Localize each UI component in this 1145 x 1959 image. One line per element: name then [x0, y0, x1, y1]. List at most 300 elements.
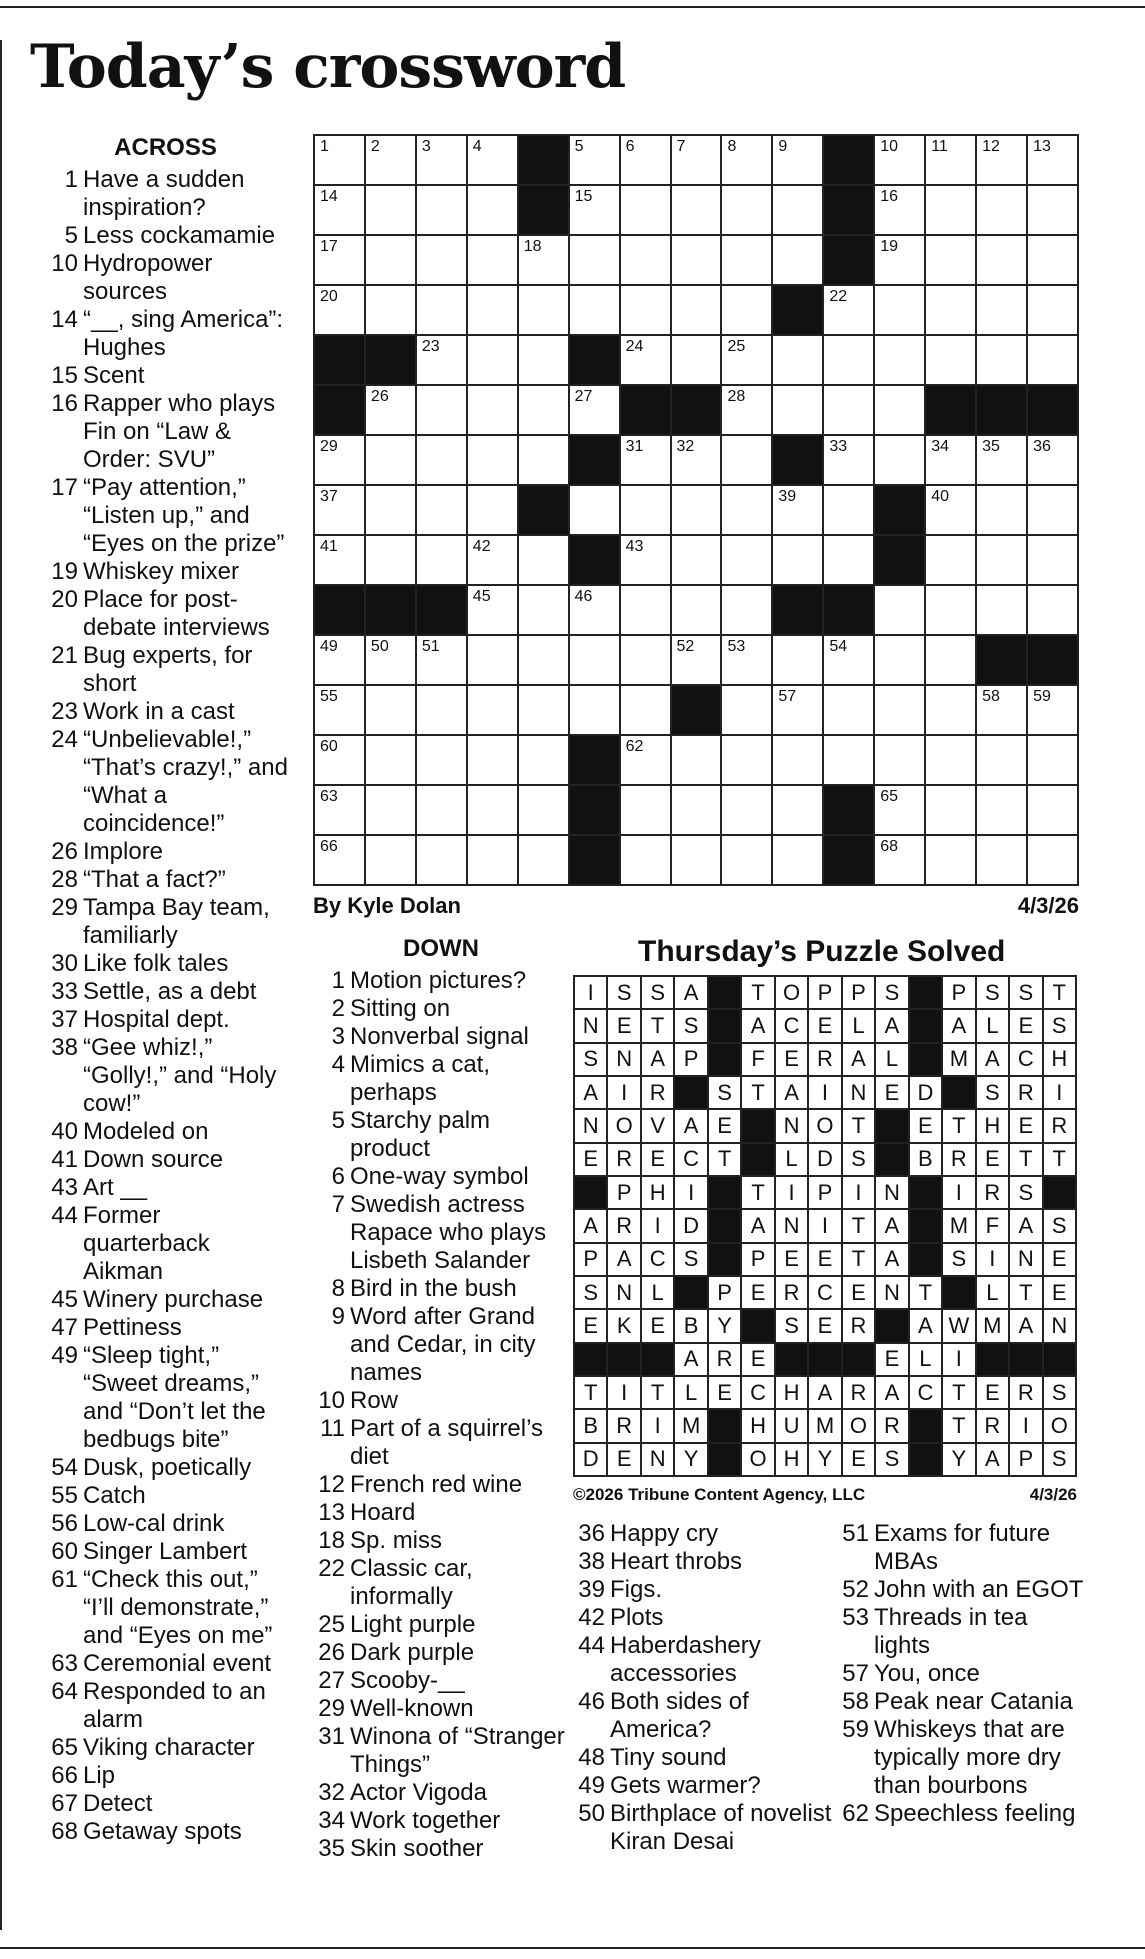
- clue-item: [311, 1471, 571, 1499]
- cell-number: 16: [880, 188, 899, 205]
- solution-letter: I: [809, 1077, 840, 1108]
- grid-cell[interactable]: [315, 286, 364, 334]
- grid-cell[interactable]: [875, 336, 924, 384]
- grid-cell[interactable]: [977, 136, 1026, 184]
- grid-cell[interactable]: [875, 636, 924, 684]
- cell-number: 11: [931, 138, 948, 155]
- grid-cell[interactable]: [875, 286, 924, 334]
- grid-cell[interactable]: [570, 586, 619, 634]
- grid-cell[interactable]: [315, 436, 364, 484]
- grid-cell[interactable]: [621, 286, 670, 334]
- grid-cell[interactable]: [468, 286, 517, 334]
- grid-cell[interactable]: [773, 336, 822, 384]
- clue-text: Part of a squirrel’s diet: [350, 1415, 543, 1470]
- grid-cell[interactable]: [417, 386, 466, 434]
- grid-cell[interactable]: [773, 236, 822, 284]
- grid-cell[interactable]: [875, 386, 924, 434]
- grid-cell[interactable]: [672, 186, 721, 234]
- grid-cell[interactable]: [672, 486, 721, 534]
- grid-cell[interactable]: [875, 686, 924, 734]
- grid-cell[interactable]: [315, 686, 364, 734]
- clue-text: “Unbelievable!,” “That’s crazy!,” and “What a coincidence!”: [83, 726, 288, 837]
- grid-cell[interactable]: [468, 686, 517, 734]
- grid-cell[interactable]: [977, 736, 1026, 784]
- grid-cell[interactable]: [468, 486, 517, 534]
- solution-letter: I: [642, 1210, 673, 1241]
- cell-number: 53: [727, 638, 746, 655]
- clue-number: 4: [331, 1051, 345, 1078]
- grid-cell[interactable]: [315, 836, 364, 884]
- solution-black-square: [575, 1177, 606, 1208]
- grid-cell[interactable]: [366, 486, 415, 534]
- clue-item: [38, 698, 293, 726]
- grid-cell[interactable]: [824, 286, 873, 334]
- grid-cell[interactable]: [366, 236, 415, 284]
- clue-text: Sp. miss: [350, 1527, 443, 1554]
- black-square: [672, 686, 721, 734]
- grid-cell[interactable]: [672, 786, 721, 834]
- black-square: [621, 386, 670, 434]
- grid-cell[interactable]: [621, 186, 670, 234]
- clue-text: Haberdashery accessories: [610, 1632, 761, 1687]
- solution-letter: E: [709, 1377, 740, 1408]
- grid-cell[interactable]: [366, 286, 415, 334]
- grid-cell[interactable]: [315, 236, 364, 284]
- grid-cell[interactable]: [366, 136, 415, 184]
- grid-cell[interactable]: [315, 486, 364, 534]
- grid-cell[interactable]: [875, 586, 924, 634]
- page-title: Today’s crossword: [30, 32, 626, 102]
- grid-cell[interactable]: [468, 336, 517, 384]
- grid-cell[interactable]: [468, 736, 517, 784]
- grid-cell[interactable]: [1028, 586, 1077, 634]
- cell-number: 42: [472, 538, 491, 555]
- grid-cell[interactable]: [722, 336, 771, 384]
- solution-letter: A: [742, 1210, 773, 1241]
- grid-cell[interactable]: [824, 386, 873, 434]
- grid-cell[interactable]: [824, 536, 873, 584]
- grid-cell[interactable]: [1028, 236, 1077, 284]
- grid-cell[interactable]: [722, 786, 771, 834]
- grid-cell[interactable]: [417, 286, 466, 334]
- solution-letter: E: [809, 1244, 840, 1275]
- grid-cell[interactable]: [875, 786, 924, 834]
- grid-cell[interactable]: [468, 636, 517, 684]
- grid-cell[interactable]: [722, 386, 771, 434]
- grid-cell[interactable]: [417, 736, 466, 784]
- solution-letter: E: [608, 1444, 639, 1475]
- solution-letter: E: [1010, 1110, 1041, 1141]
- grid-cell[interactable]: [926, 636, 975, 684]
- grid-cell[interactable]: [722, 436, 771, 484]
- solution-black-square: [910, 1044, 941, 1075]
- grid-cell[interactable]: [468, 386, 517, 434]
- clue-item: [311, 1667, 571, 1695]
- clue-text: “__, sing America”: Hughes: [83, 306, 284, 361]
- grid-cell[interactable]: [824, 686, 873, 734]
- black-square: [570, 336, 619, 384]
- clue-text: French red wine: [350, 1471, 523, 1498]
- grid-cell[interactable]: [519, 836, 568, 884]
- clue-number: 12: [318, 1471, 345, 1498]
- grid-cell[interactable]: [1028, 686, 1077, 734]
- solution-letter: T: [709, 1144, 740, 1175]
- grid-cell[interactable]: [773, 736, 822, 784]
- grid-cell[interactable]: [570, 686, 619, 734]
- grid-cell[interactable]: [773, 786, 822, 834]
- clue-number: 24: [51, 726, 78, 753]
- solution-letter: S: [876, 977, 907, 1008]
- clue-number: 31: [318, 1723, 345, 1750]
- grid-cell[interactable]: [1028, 286, 1077, 334]
- grid-cell[interactable]: [926, 536, 975, 584]
- clue-text: Classic car, informally: [350, 1555, 473, 1610]
- grid-cell[interactable]: [366, 786, 415, 834]
- grid-cell[interactable]: [519, 536, 568, 584]
- solution-letter: S: [1044, 1377, 1075, 1408]
- solution-letter: I: [1010, 1410, 1041, 1441]
- cell-number: 46: [574, 588, 593, 605]
- grid-cell[interactable]: [621, 486, 670, 534]
- grid-cell[interactable]: [875, 136, 924, 184]
- solution-letter: R: [642, 1077, 673, 1108]
- grid-cell[interactable]: [1028, 536, 1077, 584]
- grid-cell[interactable]: [468, 786, 517, 834]
- grid-cell[interactable]: [875, 836, 924, 884]
- grid-cell[interactable]: [722, 486, 771, 534]
- grid-cell[interactable]: [1028, 736, 1077, 784]
- cell-number: 28: [727, 388, 746, 405]
- solution-letter: N: [608, 1044, 639, 1075]
- grid-cell[interactable]: [519, 336, 568, 384]
- solution-letter: E: [876, 1344, 907, 1375]
- grid-cell[interactable]: [773, 486, 822, 534]
- clue-text: Figs.: [610, 1576, 663, 1603]
- grid-cell[interactable]: [621, 236, 670, 284]
- grid-cell[interactable]: [1028, 786, 1077, 834]
- clue-item: [311, 1695, 571, 1723]
- grid-cell[interactable]: [977, 236, 1026, 284]
- grid-cell[interactable]: [926, 686, 975, 734]
- grid-cell[interactable]: [417, 486, 466, 534]
- clue-number: 18: [318, 1527, 345, 1554]
- grid-cell[interactable]: [773, 836, 822, 884]
- grid-cell[interactable]: [417, 636, 466, 684]
- solution-letter: I: [642, 1410, 673, 1441]
- solution-letter: R: [943, 1144, 974, 1175]
- grid-cell[interactable]: [1028, 486, 1077, 534]
- black-square: [315, 336, 364, 384]
- grid-cell[interactable]: [621, 836, 670, 884]
- grid-cell[interactable]: [315, 536, 364, 584]
- solution-letter: O: [742, 1444, 773, 1475]
- grid-cell[interactable]: [366, 636, 415, 684]
- grid-cell[interactable]: [824, 336, 873, 384]
- grid-cell[interactable]: [773, 686, 822, 734]
- grid-cell[interactable]: [926, 236, 975, 284]
- solution-black-square: [709, 977, 740, 1008]
- grid-cell[interactable]: [824, 736, 873, 784]
- grid-cell[interactable]: [672, 236, 721, 284]
- clue-number: 55: [51, 1482, 78, 1509]
- grid-cell[interactable]: [773, 136, 822, 184]
- clue-number: 60: [51, 1538, 78, 1565]
- clue-number: 39: [578, 1576, 605, 1603]
- solution-letter: E: [843, 1277, 874, 1308]
- grid-cell[interactable]: [672, 436, 721, 484]
- solution-letter: E: [1044, 1277, 1075, 1308]
- clue-text: Nonverbal signal: [350, 1023, 529, 1050]
- grid-cell[interactable]: [621, 686, 670, 734]
- clue-number: 66: [51, 1762, 78, 1789]
- grid-cell[interactable]: [519, 736, 568, 784]
- grid-cell[interactable]: [519, 586, 568, 634]
- clue-item: [38, 978, 293, 1006]
- solution-letter: E: [977, 1144, 1008, 1175]
- grid-cell[interactable]: [417, 686, 466, 734]
- grid-cell[interactable]: [519, 436, 568, 484]
- grid-cell[interactable]: [773, 386, 822, 434]
- solution-letter: O: [776, 977, 807, 1008]
- grid-cell[interactable]: [519, 686, 568, 734]
- grid-cell[interactable]: [824, 436, 873, 484]
- grid-cell[interactable]: [722, 636, 771, 684]
- clue-number: 22: [318, 1555, 345, 1582]
- solution-letter: C: [1010, 1044, 1041, 1075]
- grid-cell[interactable]: [977, 536, 1026, 584]
- clue-item: [38, 866, 293, 894]
- clue-number: 67: [51, 1790, 78, 1817]
- grid-cell[interactable]: [366, 736, 415, 784]
- cell-number: 31: [625, 438, 644, 455]
- grid-cell[interactable]: [773, 636, 822, 684]
- black-square: [1028, 386, 1077, 434]
- black-square: [824, 136, 873, 184]
- grid-cell[interactable]: [366, 386, 415, 434]
- solution-black-square: [876, 1310, 907, 1341]
- grid-cell[interactable]: [773, 186, 822, 234]
- clue-text: Down source: [83, 1146, 224, 1173]
- grid-cell[interactable]: [621, 636, 670, 684]
- grid-cell[interactable]: [570, 136, 619, 184]
- grid-cell[interactable]: [672, 636, 721, 684]
- grid-cell[interactable]: [977, 186, 1026, 234]
- grid-cell[interactable]: [926, 436, 975, 484]
- solution-letter: P: [809, 977, 840, 1008]
- grid-cell[interactable]: [621, 786, 670, 834]
- grid-cell[interactable]: [875, 436, 924, 484]
- clue-item: [311, 967, 571, 995]
- grid-cell[interactable]: [722, 586, 771, 634]
- grid-cell[interactable]: [621, 586, 670, 634]
- grid-cell[interactable]: [468, 436, 517, 484]
- grid-cell[interactable]: [621, 136, 670, 184]
- grid-cell[interactable]: [519, 386, 568, 434]
- grid-cell[interactable]: [315, 186, 364, 234]
- grid-cell[interactable]: [722, 836, 771, 884]
- grid-cell[interactable]: [417, 336, 466, 384]
- grid-cell[interactable]: [570, 186, 619, 234]
- solution-letter: A: [1010, 1210, 1041, 1241]
- grid-cell[interactable]: [315, 786, 364, 834]
- grid-cell[interactable]: [773, 536, 822, 584]
- grid-cell[interactable]: [672, 136, 721, 184]
- solution-letter: D: [675, 1210, 706, 1241]
- grid-cell[interactable]: [366, 536, 415, 584]
- grid-cell[interactable]: [1028, 836, 1077, 884]
- grid-cell[interactable]: [722, 236, 771, 284]
- clue-text: Pettiness: [83, 1314, 182, 1341]
- cell-number: 7: [676, 138, 686, 155]
- black-square: [773, 286, 822, 334]
- clue-number: 58: [842, 1688, 869, 1715]
- grid-cell[interactable]: [417, 436, 466, 484]
- grid-cell[interactable]: [977, 836, 1026, 884]
- clue-text: Word after Grand and Cedar, in city names: [350, 1303, 536, 1386]
- grid-cell[interactable]: [621, 736, 670, 784]
- grid-cell[interactable]: [570, 636, 619, 684]
- grid-cell[interactable]: [570, 236, 619, 284]
- grid-cell[interactable]: [570, 486, 619, 534]
- grid-cell[interactable]: [977, 286, 1026, 334]
- grid-cell[interactable]: [875, 186, 924, 234]
- cell-number: 57: [778, 688, 797, 705]
- grid-cell[interactable]: [875, 736, 924, 784]
- solution-letter: Y: [943, 1444, 974, 1475]
- grid-cell[interactable]: [570, 286, 619, 334]
- grid-cell[interactable]: [1028, 186, 1077, 234]
- grid-cell[interactable]: [417, 236, 466, 284]
- grid-cell[interactable]: [977, 436, 1026, 484]
- grid-cell[interactable]: [366, 186, 415, 234]
- solution-black-square: [910, 1410, 941, 1441]
- grid-cell[interactable]: [366, 436, 415, 484]
- clue-text: Modeled on: [83, 1118, 209, 1145]
- grid-cell[interactable]: [1028, 436, 1077, 484]
- grid-cell[interactable]: [366, 836, 415, 884]
- clue-number: 37: [51, 1006, 78, 1033]
- grid-cell[interactable]: [977, 786, 1026, 834]
- grid-cell[interactable]: [621, 536, 670, 584]
- grid-cell[interactable]: [824, 486, 873, 534]
- solution-letter: M: [977, 1310, 1008, 1341]
- grid-cell[interactable]: [519, 786, 568, 834]
- grid-cell[interactable]: [926, 286, 975, 334]
- grid-cell[interactable]: [468, 236, 517, 284]
- cell-number: 26: [370, 388, 389, 405]
- grid-cell[interactable]: [722, 186, 771, 234]
- solution-letter: O: [608, 1110, 639, 1141]
- grid-cell[interactable]: [722, 686, 771, 734]
- solution-letter: E: [575, 1144, 606, 1175]
- grid-cell[interactable]: [672, 836, 721, 884]
- grid-cell[interactable]: [1028, 136, 1077, 184]
- grid-cell[interactable]: [417, 536, 466, 584]
- grid-cell[interactable]: [519, 286, 568, 334]
- grid-cell[interactable]: [672, 286, 721, 334]
- grid-cell[interactable]: [672, 536, 721, 584]
- solution-letter: U: [776, 1410, 807, 1441]
- grid-cell[interactable]: [926, 486, 975, 534]
- clue-number: 27: [318, 1667, 345, 1694]
- solution-letter: R: [843, 1310, 874, 1341]
- grid-cell[interactable]: [570, 386, 619, 434]
- clue-text: Bird in the bush: [350, 1275, 517, 1302]
- grid-cell[interactable]: [926, 736, 975, 784]
- grid-cell[interactable]: [417, 836, 466, 884]
- grid-cell[interactable]: [977, 486, 1026, 534]
- grid-cell[interactable]: [722, 736, 771, 784]
- grid-cell[interactable]: [519, 636, 568, 684]
- clue-number: 53: [842, 1604, 869, 1631]
- solution-letter: D: [575, 1444, 606, 1475]
- solution-letter: O: [843, 1410, 874, 1441]
- grid-cell[interactable]: [315, 136, 364, 184]
- grid-cell[interactable]: [672, 336, 721, 384]
- grid-cell[interactable]: [468, 136, 517, 184]
- grid-cell[interactable]: [977, 336, 1026, 384]
- grid-cell[interactable]: [519, 236, 568, 284]
- grid-cell[interactable]: [468, 836, 517, 884]
- solution-letter: L: [642, 1277, 673, 1308]
- grid-cell[interactable]: [824, 636, 873, 684]
- grid-cell[interactable]: [315, 636, 364, 684]
- grid-cell[interactable]: [722, 536, 771, 584]
- grid-cell[interactable]: [315, 736, 364, 784]
- grid-cell[interactable]: [926, 136, 975, 184]
- grid-cell[interactable]: [977, 586, 1026, 634]
- solution-black-square: [876, 1144, 907, 1175]
- grid-cell[interactable]: [1028, 336, 1077, 384]
- grid-cell[interactable]: [468, 586, 517, 634]
- grid-cell[interactable]: [468, 186, 517, 234]
- grid-cell[interactable]: [621, 336, 670, 384]
- grid-cell[interactable]: [977, 686, 1026, 734]
- grid-cell[interactable]: [468, 536, 517, 584]
- grid-cell[interactable]: [672, 736, 721, 784]
- cell-number: 45: [472, 588, 491, 605]
- solution-letter: E: [809, 1310, 840, 1341]
- grid-cell[interactable]: [366, 686, 415, 734]
- solution-letter: I: [575, 977, 606, 1008]
- grid-cell[interactable]: [621, 436, 670, 484]
- grid-cell[interactable]: [417, 786, 466, 834]
- solution-letter: P: [675, 1044, 706, 1075]
- grid-cell[interactable]: [417, 186, 466, 234]
- grid-cell[interactable]: [926, 186, 975, 234]
- grid-cell[interactable]: [417, 136, 466, 184]
- grid-cell[interactable]: [672, 586, 721, 634]
- solution-letter: E: [642, 1310, 673, 1341]
- solution-letter: T: [943, 1377, 974, 1408]
- grid-cell[interactable]: [926, 836, 975, 884]
- black-square: [824, 186, 873, 234]
- clue-number: 7: [331, 1191, 345, 1218]
- clue-item: [311, 1023, 571, 1051]
- clue-item: [571, 1688, 836, 1744]
- grid-cell[interactable]: [722, 136, 771, 184]
- grid-cell[interactable]: [926, 786, 975, 834]
- clue-number: 38: [51, 1034, 78, 1061]
- clue-number: 38: [578, 1548, 605, 1575]
- grid-cell[interactable]: [722, 286, 771, 334]
- solution-letter: B: [675, 1310, 706, 1341]
- grid-cell[interactable]: [926, 336, 975, 384]
- grid-cell[interactable]: [875, 236, 924, 284]
- cell-number: 32: [676, 438, 695, 455]
- clue-text: Lip: [83, 1762, 116, 1789]
- grid-cell[interactable]: [926, 586, 975, 634]
